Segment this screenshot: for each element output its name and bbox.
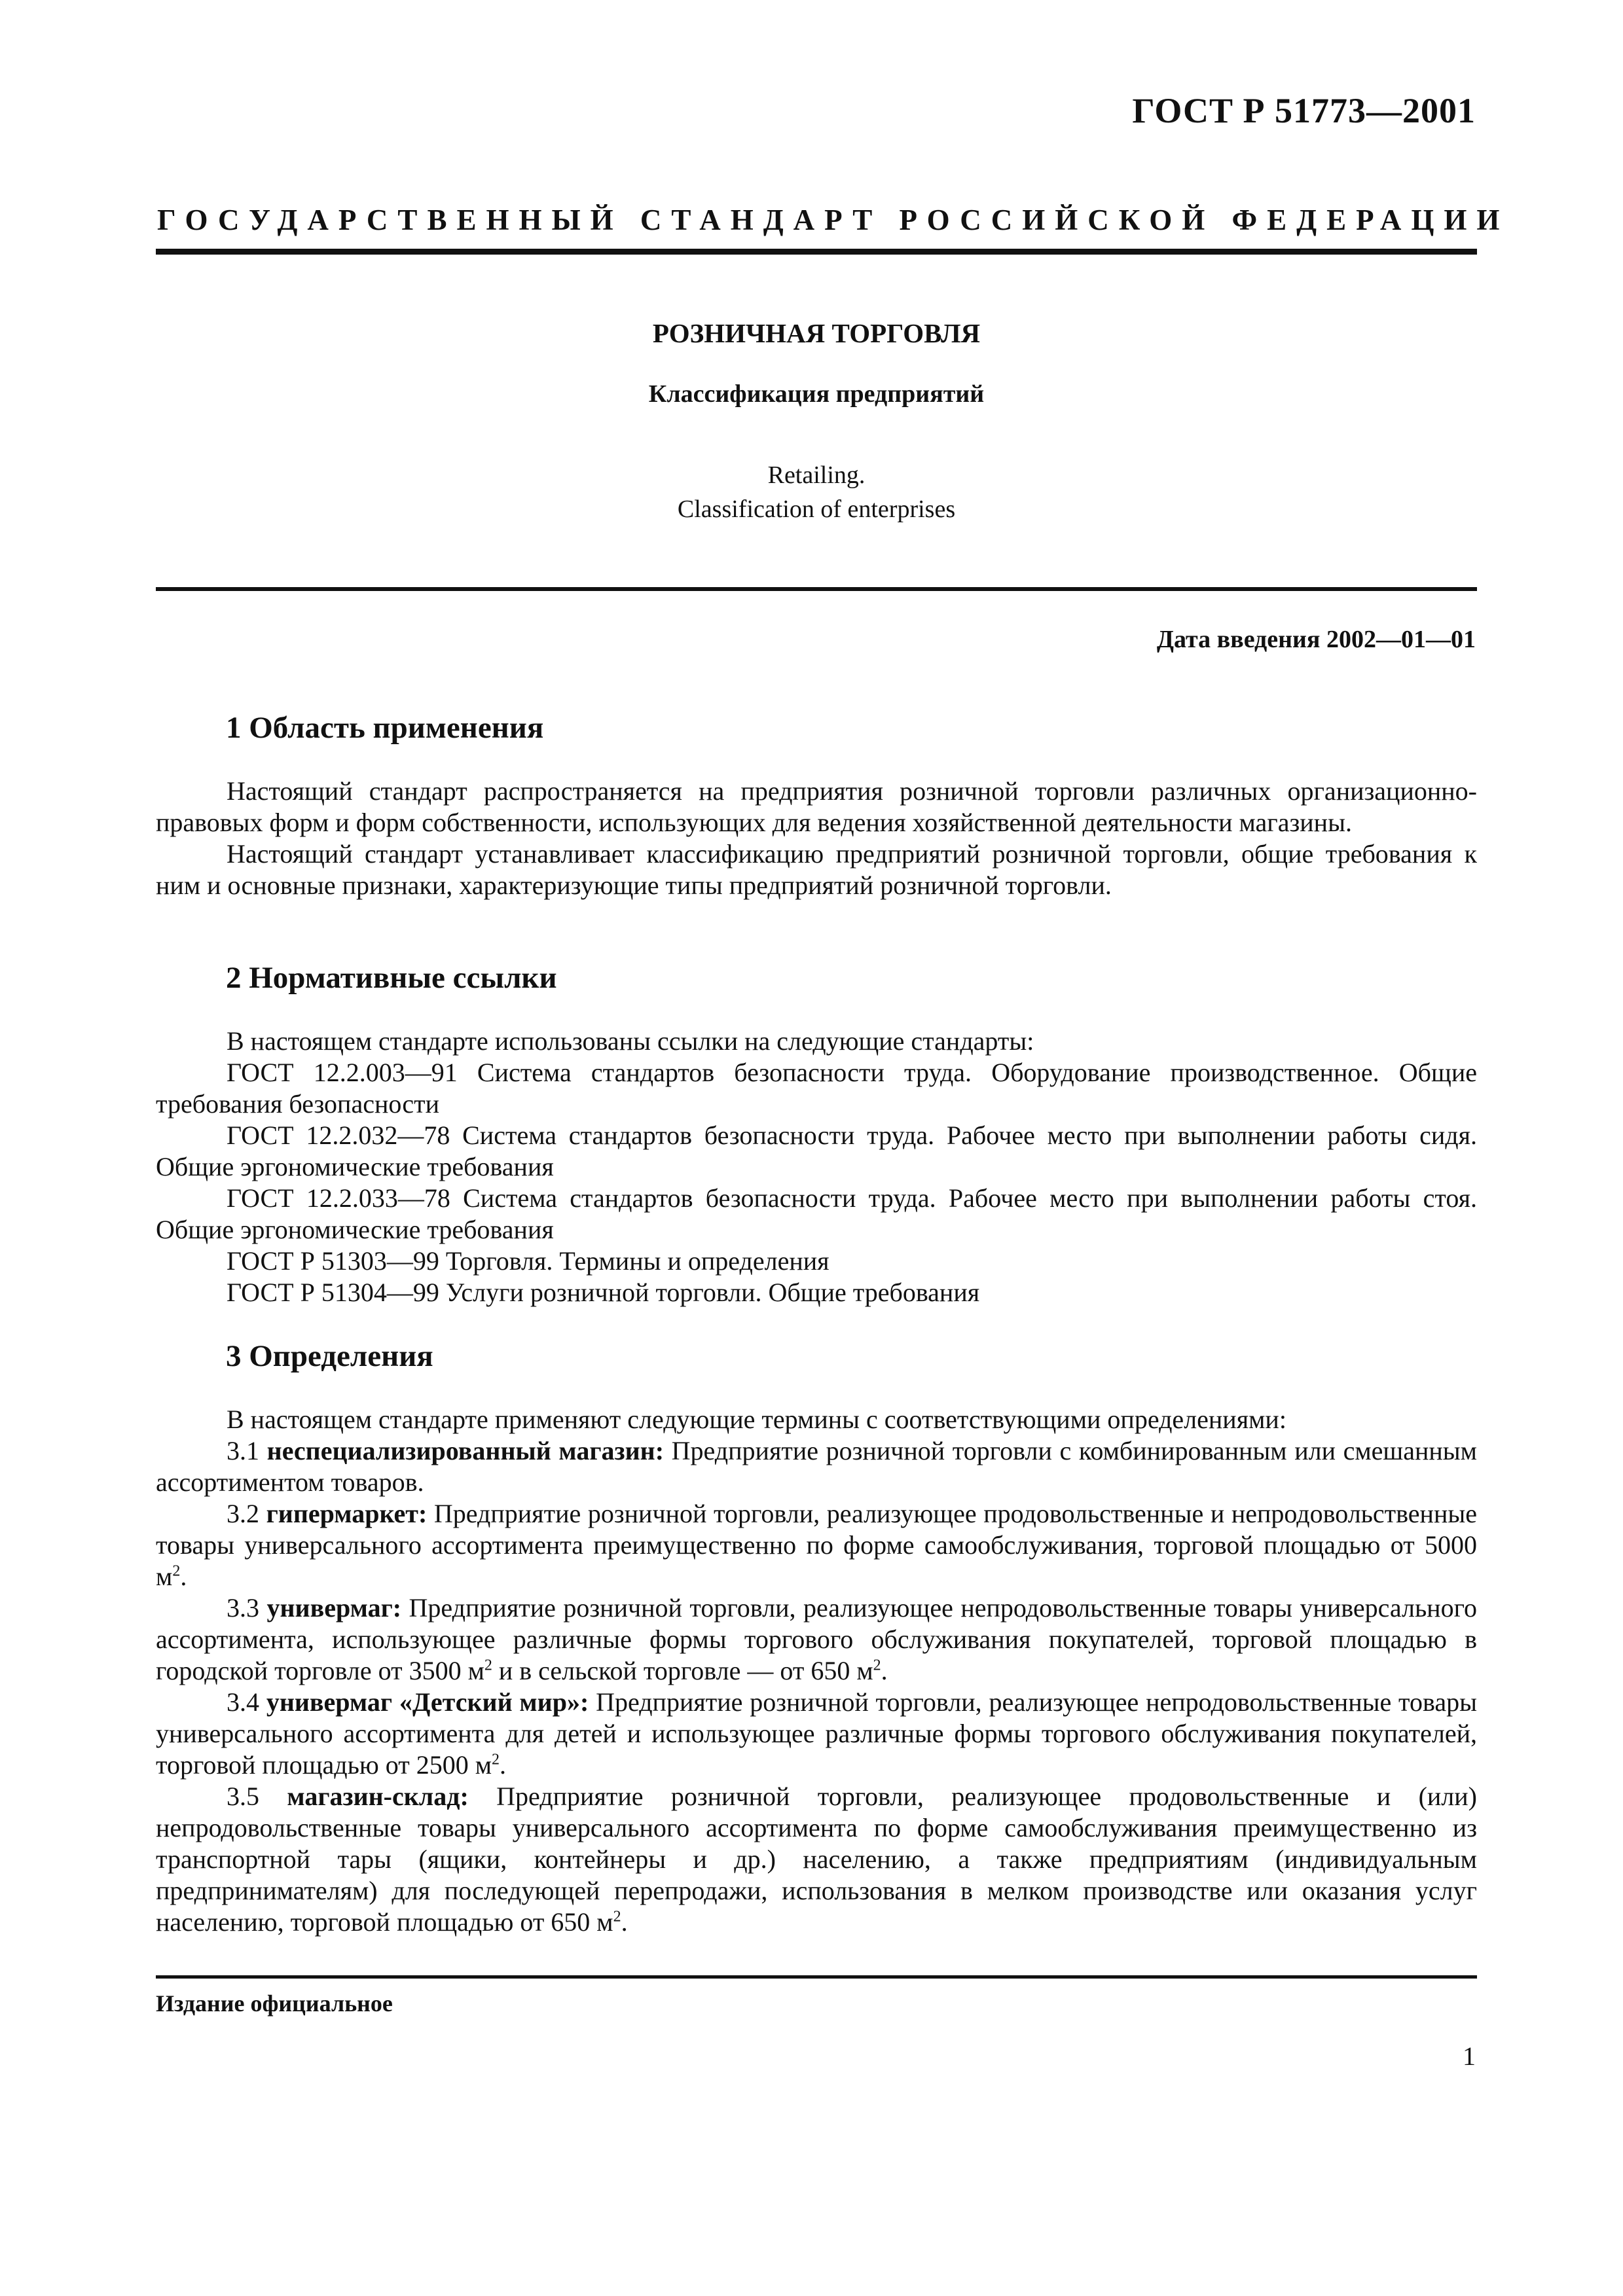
english-title-line-2: Classification of enterprises <box>677 495 956 523</box>
definition-term: магазин-склад: <box>287 1782 469 1811</box>
section-1-body <box>156 776 1477 901</box>
introduction-date: Дата введения 2002—01—01 <box>1156 626 1476 653</box>
definition-text: Предприятие розничной торговли, реализующее непродовольственные товары универсального ассортимента для детей и использующее различные формы торгового обслуживания покупателей, торговой площадью от 2500 м <box>156 1687 1477 1780</box>
definition-text: Предприятие розничной торговли с комбинированным или смешанным ассортиментом товаров. <box>156 1436 1477 1497</box>
section-2-body <box>156 1026 1477 1308</box>
section-2-intro: В настоящем стандарте использованы ссылки на следующие стандарты: <box>227 1026 1034 1056</box>
definition-number: 3.2 <box>227 1499 259 1528</box>
title-rule <box>156 587 1477 591</box>
definition-term: универмаг «Детский мир»: <box>266 1687 589 1717</box>
section-3-heading: 3 Определения <box>226 1339 433 1373</box>
section-1-heading: 1 Область применения <box>226 711 544 745</box>
document-subtitle: Классификация предприятий <box>648 380 985 408</box>
definition-text: Предприятие розничной торговли, реализующее непродовольственные товары универсального ассортимента, использующее различные формы торгового обслуживания покупателей, торговой площадью в городской торговле от 3500 м <box>156 1593 1477 1685</box>
section-2-heading: 2 Нормативные ссылки <box>226 961 557 995</box>
definition-number: 3.1 <box>227 1436 259 1465</box>
definition-number: 3.5 <box>227 1782 259 1811</box>
superscript: 2 <box>873 1657 881 1674</box>
document-title: РОЗНИЧНАЯ ТОРГОВЛЯ <box>652 318 981 348</box>
reference-item: ГОСТ Р 51304—99 Услуги розничной торговли. Общие требования <box>227 1278 980 1307</box>
state-standard-banner: ГОСУДАРСТВЕННЫЙ СТАНДАРТ РОССИЙСКОЙ ФЕДЕРАЦИИ <box>157 204 1510 236</box>
definition-tail: . <box>180 1562 187 1591</box>
definition-item <box>156 1592 1477 1687</box>
definition-text-continued: и в сельской торговле — от 650 м <box>492 1656 873 1685</box>
definition-item <box>156 1498 1477 1592</box>
definition-item <box>156 1687 1477 1781</box>
section-3-body <box>156 1404 1477 1938</box>
definition-term: неспециализированный магазин: <box>266 1436 665 1465</box>
superscript: 2 <box>172 1562 181 1580</box>
section-1-paragraph-1: Настоящий стандарт распространяется на предприятия розничной торговли различных организационно-правовых форм и форм собственности, использующих для ведения хозяйственной деятельности магазины. <box>156 776 1477 837</box>
definition-tail: . <box>621 1907 628 1937</box>
definition-item <box>156 1781 1477 1938</box>
superscript: 2 <box>613 1908 621 1926</box>
reference-item: ГОСТ Р 51303—99 Торговля. Термины и определения <box>227 1246 830 1276</box>
definition-number: 3.4 <box>227 1687 259 1717</box>
definition-number: 3.3 <box>227 1593 259 1623</box>
section-1-paragraph-2: Настоящий стандарт устанавливает классификацию предприятий розничной торговли, общие требования к ним и основные признаки, характеризующие типы предприятий розничной торговли. <box>156 839 1477 900</box>
reference-item: ГОСТ 12.2.033—78 Система стандартов безопасности труда. Рабочее место при выполнении работы стоя. Общие эргономические требования <box>156 1183 1477 1244</box>
definition-term: универмаг: <box>266 1593 402 1623</box>
definition-tail: . <box>500 1750 507 1780</box>
definition-item <box>156 1435 1477 1498</box>
section-3-intro: В настоящем стандарте применяют следующие термины с соответствующими определениями: <box>227 1405 1286 1434</box>
superscript: 2 <box>492 1751 500 1768</box>
page-number: 1 <box>1463 2041 1476 2071</box>
reference-item: ГОСТ 12.2.032—78 Система стандартов безопасности труда. Рабочее место при выполнении работы сидя. Общие эргономические требования <box>156 1121 1477 1181</box>
english-title-line-1: Retailing. <box>767 461 866 489</box>
definition-text: Предприятие розничной торговли, реализующее продовольственные и (или) непродовольственные товары универсального ассортимента по форме самообслуживания преимущественно из транспортной тары (ящики, контейнеры и др.) населению, а также предприятиям (индивидуальным предпринимателям) для последующей перепродажи, использования в мелком производстве или оказания услуг населению, торговой площадью от 650 м <box>156 1782 1477 1937</box>
superscript: 2 <box>484 1657 492 1674</box>
definition-term: гипермаркет: <box>266 1499 428 1528</box>
definition-tail: . <box>881 1656 888 1685</box>
reference-item: ГОСТ 12.2.003—91 Система стандартов безопасности труда. Оборудование производственное. Общие требования безопасности <box>156 1058 1477 1119</box>
english-title <box>156 458 1477 526</box>
official-edition-label: Издание официальное <box>156 1990 393 2017</box>
definition-text: Предприятие розничной торговли, реализующее продовольственные и непродовольственные товары универсального ассортимента преимущественно по форме самообслуживания, торговой площадью от 5000 м <box>156 1499 1477 1591</box>
gost-number: ГОСТ Р 51773—2001 <box>1132 91 1476 130</box>
footer-rule <box>156 1975 1477 1979</box>
header-rule <box>156 249 1477 255</box>
